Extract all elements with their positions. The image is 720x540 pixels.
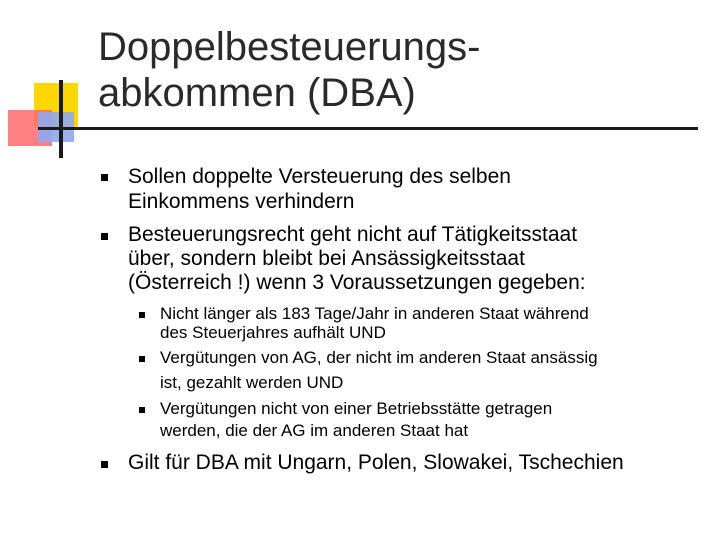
- bullet-2-line-2: über, sondern bleibt bei Ansässigkeitsstaat: [128, 247, 525, 270]
- bullet-3-line-1: Gilt für DBA mit Ungarn, Polen, Slowakei, Tschechien: [128, 451, 624, 474]
- sub-bullet-3-line-1: Vergütungen nicht von einer Betriebsstätte getragen: [160, 399, 553, 418]
- bullet-2-line-1: Besteuerungsrecht geht nicht auf Tätigkeitsstaat: [128, 223, 578, 246]
- sub-bullet-1-line-2: des Steuerjahres aufhält UND: [160, 323, 386, 342]
- bullet-marker-icon: [101, 174, 108, 181]
- sub-bullet-3-line-2: werden, die der AG im anderen Staat hat: [160, 421, 469, 440]
- bullet-2-line-3: (Österreich !) wenn 3 Voraussetzungen gegeben:: [128, 271, 586, 294]
- bullet-1-line-1: Sollen doppelte Versteuerung des selben: [128, 165, 511, 188]
- sub-bullet-marker-icon: [139, 407, 145, 413]
- sub-bullet-2-line-1: Vergütungen von AG, der nicht im anderen Staat ansässig: [160, 348, 598, 367]
- bullet-marker-icon: [101, 461, 108, 468]
- sub-bullet-2-line-2: ist, gezahlt werden UND: [160, 373, 344, 392]
- bullet-marker-icon: [101, 233, 108, 240]
- sub-bullet-1-line-1: Nicht länger als 183 Tage/Jahr in anderen Staat während: [160, 304, 589, 323]
- sub-bullet-marker-icon: [139, 312, 145, 318]
- bullet-1-line-2: Einkommens verhindern: [128, 190, 355, 213]
- sub-bullet-marker-icon: [139, 356, 145, 362]
- slide-title: Doppelbesteuerungs- abkommen (DBA): [98, 25, 481, 115]
